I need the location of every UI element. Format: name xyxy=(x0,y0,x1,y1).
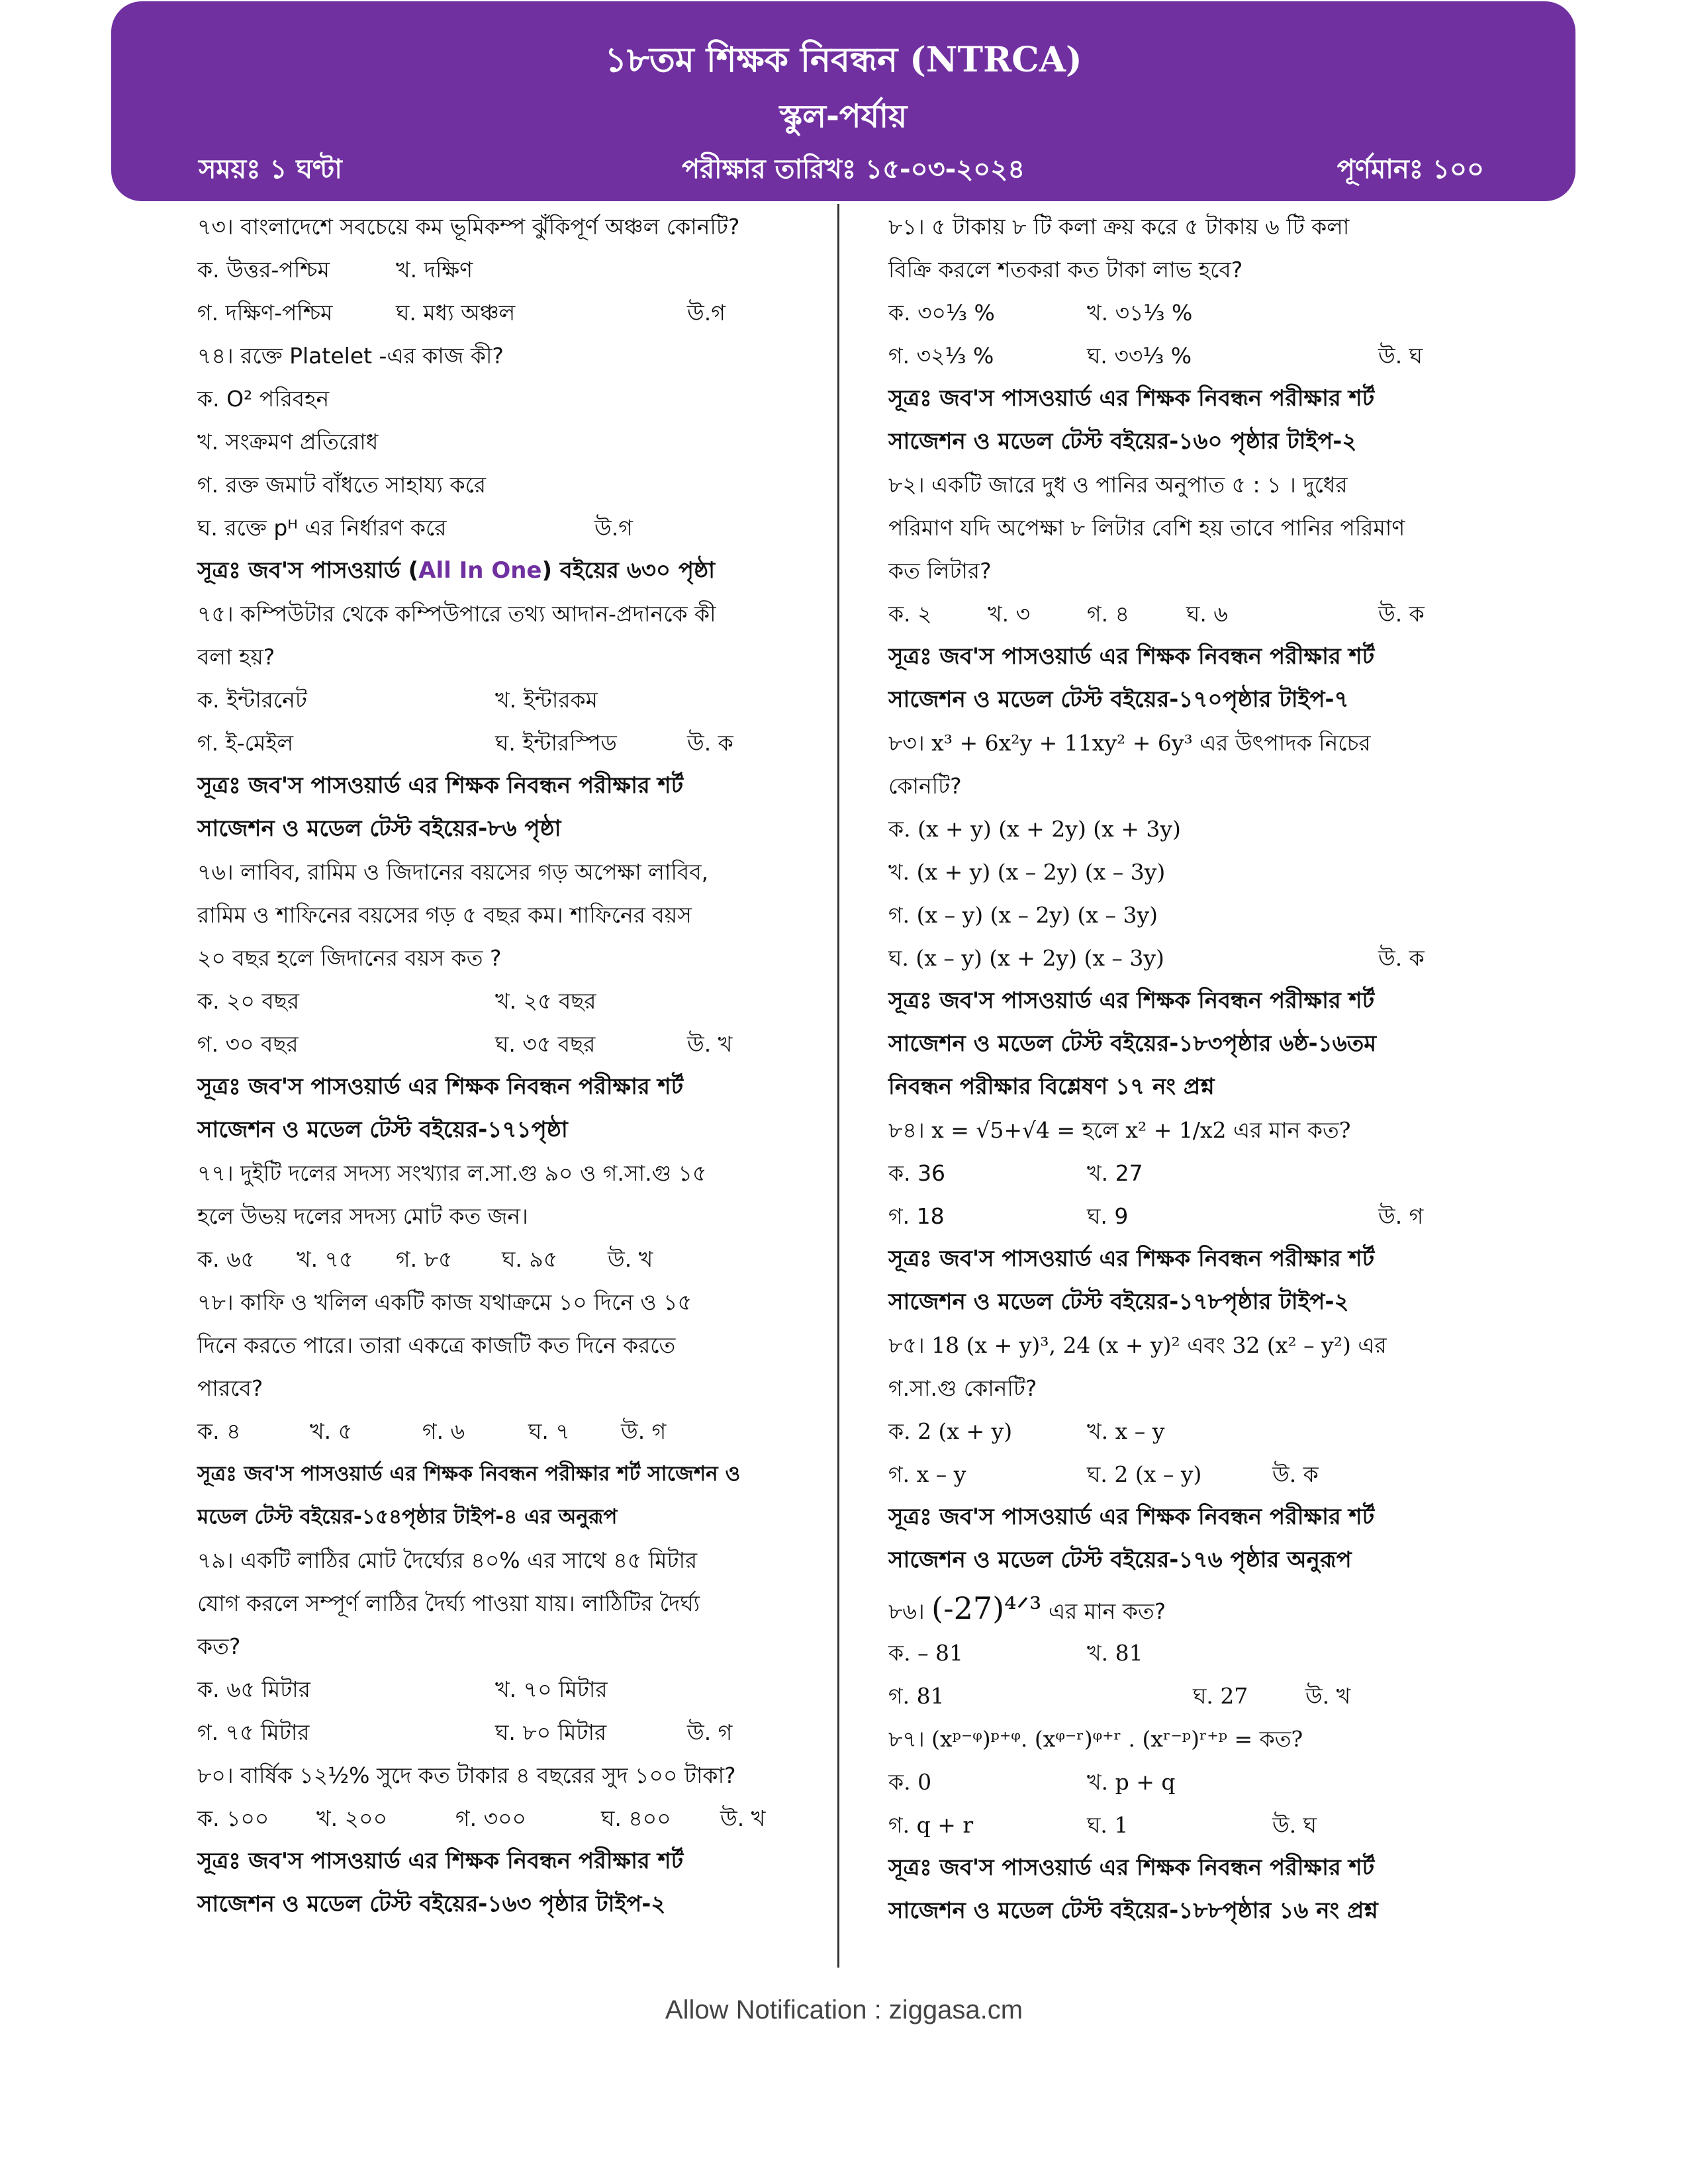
options-row xyxy=(888,1674,1504,1717)
option-b: খ. ২০০ xyxy=(316,1805,388,1831)
source-citation: সূত্রঃ জব'স পাসওয়ার্ড এর শিক্ষক নিবন্ধন পরীক্ষার শর্ট xyxy=(888,987,1375,1014)
question-78: ৭৮। কাফি ও খলিল একটি কাজ যথাক্রমে ১০ দিনে ও ১৫ xyxy=(197,1289,692,1315)
question-number: ৮৬। xyxy=(888,1598,925,1624)
option-a: ক. ২০ বছর xyxy=(197,988,299,1014)
option-a: ক. ২ xyxy=(888,601,932,627)
option-c: গ. ৪ xyxy=(1087,601,1130,627)
option-d: ঘ. ৪০০ xyxy=(601,1805,671,1831)
source-citation: সূত্রঃ জব'স পাসওয়ার্ড এর শিক্ষক নিবন্ধন পরীক্ষার শর্ট সাজেশন ও xyxy=(197,1462,741,1486)
option-a: ক. ৩০⅓ % xyxy=(888,300,995,326)
option-d: ঘ. ইন্টারস্পিড xyxy=(495,730,617,756)
options-row xyxy=(197,291,793,334)
option-b: খ. ৭৫ xyxy=(297,1246,353,1272)
answer: উ. খ xyxy=(608,1246,653,1272)
answer: উ. খ xyxy=(1305,1683,1351,1709)
footer-notice: Allow Notification : ziggasa.cm xyxy=(665,1995,1023,2025)
question-76: ৭৬। লাবিব, রামিম ও জিদানের বয়সের গড় অপেক্ষা লাবিব, xyxy=(197,859,709,885)
option-d: ঘ. মধ্য অঞ্চল xyxy=(396,300,516,326)
option-b: খ. দক্ষিণ xyxy=(396,257,473,283)
question-87: ৮৭। (xᵖ⁻ᵠ)ᵖ⁺ᵠ. (xᵠ⁻ʳ)ᵠ⁺ʳ . (xʳ⁻ᵖ)ʳ⁺ᵖ = কত? xyxy=(888,1726,1303,1752)
options-row xyxy=(197,1668,793,1711)
question-83: ৮৩। x³ + 6x²y + 11xy² + 6y³ এর উৎপাদক নিচের xyxy=(888,730,1371,756)
answer: উ. ক xyxy=(1272,1461,1319,1487)
answer: উ. গ xyxy=(687,1719,733,1745)
options-row xyxy=(888,1410,1504,1453)
exam-title: ১৮তম শিক্ষক নিবন্ধন (NTRCA) xyxy=(604,40,1082,80)
source-citation: সূত্রঃ জব'স পাসওয়ার্ড এর শিক্ষক নিবন্ধন পরীক্ষার শর্ট xyxy=(197,772,684,799)
question-82: ৮২। একটি জারে দুধ ও পানির অনুপাত ৫ : ১ । দুধের xyxy=(888,472,1348,498)
source-citation-cont: নিবন্ধন পরীক্ষার বিশ্লেষণ ১৭ নং প্রশ্ন xyxy=(888,1073,1215,1100)
options-row xyxy=(888,1631,1504,1674)
option-d: ঘ. 1 xyxy=(1087,1812,1129,1838)
source-citation-cont: সাজেশন ও মডেল টেস্ট বইয়ের-১৭১পৃষ্ঠা xyxy=(197,1116,568,1143)
options-row xyxy=(888,1760,1504,1803)
options-row xyxy=(888,592,1504,635)
answer: উ. ক xyxy=(687,730,733,756)
option-d: ঘ. 9 xyxy=(1087,1203,1129,1229)
source-citation: সূত্রঃ জব'স পাসওয়ার্ড এর শিক্ষক নিবন্ধন পরীক্ষার শর্ট xyxy=(888,1504,1375,1530)
option-a: ক. 2 (x + y) xyxy=(888,1418,1013,1444)
answer: উ. খ xyxy=(687,1031,733,1057)
option-b: খ. 27 xyxy=(1087,1160,1143,1186)
source-citation-cont: সাজেশন ও মডেল টেস্ট বইয়ের-১৮৮পৃষ্ঠার ১৬ নং প্রশ্ন xyxy=(888,1897,1378,1924)
question-77-cont: হলে উভয় দলের সদস্য মোট কত জন। xyxy=(197,1203,528,1229)
option-b: খ. ইন্টারকম xyxy=(495,687,598,713)
source-citation: সূত্রঃ জব'স পাসওয়ার্ড এর শিক্ষক নিবন্ধন পরীক্ষার শর্ট xyxy=(197,1073,684,1100)
source-citation: সূত্রঃ জব'স পাসওয়ার্ড এর শিক্ষক নিবন্ধন পরীক্ষার শর্ট xyxy=(888,1246,1375,1272)
question-text: এর মান কত? xyxy=(1049,1598,1166,1624)
option-b: খ. ৫ xyxy=(310,1418,353,1444)
source-citation-cont: সাজেশন ও মডেল টেস্ট বইয়ের-১৬৩ পৃষ্ঠার টাইপ-২ xyxy=(197,1891,666,1917)
options-row xyxy=(197,1238,793,1281)
option-a: ক. ১০০ xyxy=(197,1805,269,1831)
exam-date: পরীক্ষার তারিখঃ ১৫-০৩-২০২৪ xyxy=(682,154,1025,185)
answer: উ. খ xyxy=(720,1805,766,1831)
options-row xyxy=(888,1152,1504,1195)
exam-header xyxy=(111,1,1575,201)
options-row xyxy=(197,1410,793,1453)
option-d: ঘ. (x – y) (x + 2y) (x – 3y) xyxy=(888,945,1164,971)
option-c: গ. দক্ষিণ-পশ্চিম xyxy=(197,300,333,326)
answer: উ.গ xyxy=(594,515,633,541)
option-d: ঘ. ৯৫ xyxy=(502,1246,558,1272)
option-a: ক. (x + y) (x + 2y) (x + 3y) xyxy=(888,816,1181,842)
question-75-cont: বলা হয়? xyxy=(197,644,275,670)
question-79-cont: যোগ করলে সম্পূর্ণ লাঠির দৈর্ঘ্য পাওয়া যায়। লাঠিটির দৈর্ঘ্য xyxy=(197,1590,700,1616)
option-c: গ. রক্ত জমাট বাঁধতে সাহায্য করে xyxy=(197,472,486,498)
option-d: ঘ. ৩৩⅓ % xyxy=(1087,343,1192,369)
options-row xyxy=(197,721,793,764)
exam-marks: পূর্ণমানঃ ১০০ xyxy=(1336,154,1484,185)
option-c: গ. ৩০ বছর xyxy=(197,1031,299,1057)
option-d: ঘ. ৬ xyxy=(1186,601,1228,627)
source-citation: সূত্রঃ জব'স পাসওয়ার্ড এর শিক্ষক নিবন্ধন পরীক্ষার শর্ট xyxy=(888,1854,1375,1881)
source-citation-cont: সাজেশন ও মডেল টেস্ট বইয়ের-১৭০পৃষ্ঠার টাইপ-৭ xyxy=(888,686,1349,713)
question-78-cont: দিনে করতে পারে। তারা একত্রে কাজটি কত দিনে করতে xyxy=(197,1332,676,1358)
option-c: গ. 81 xyxy=(888,1683,945,1709)
right-column xyxy=(888,205,1504,1933)
question-74: ৭৪। রক্তে Platelet -এর কাজ কী? xyxy=(197,343,504,369)
options-row xyxy=(197,678,793,721)
answer: উ.গ xyxy=(687,300,726,326)
option-a: ক. ৬৫ xyxy=(197,1246,255,1272)
source-citation-cont: সাজেশন ও মডেল টেস্ট বইয়ের-১৭৬ পৃষ্ঠার অনুরূপ xyxy=(888,1547,1352,1573)
source-citation-cont: মডেল টেস্ট বইয়ের-১৫৪পৃষ্ঠার টাইপ-৪ এর অনুরূপ xyxy=(197,1505,618,1529)
option-c: গ. x – y xyxy=(888,1461,966,1487)
source-citation: সূত্রঃ জব'স পাসওয়ার্ড এর শিক্ষক নিবন্ধন পরীক্ষার শর্ট xyxy=(888,385,1375,412)
option-d: ঘ. রক্তে pᴴ এর নির্ধারণ করে xyxy=(197,515,447,541)
options-row xyxy=(888,334,1504,377)
option-b: খ. ৭০ মিটার xyxy=(495,1676,608,1702)
question-76-cont: রামিম ও শাফিনের বয়সের গড় ৫ বছর কম। শাফিনের বয়স xyxy=(197,902,692,928)
options-row xyxy=(197,1711,793,1754)
question-84: ৮৪। x = √5+√4 = হলে x² + 1/x2 এর মান কত? xyxy=(888,1117,1351,1143)
question-75: ৭৫। কম্পিউটার থেকে কম্পিউপারে তথ্য আদান-প্রদানকে কী xyxy=(197,601,716,627)
answer: উ. গ xyxy=(621,1418,667,1444)
answer: উ. গ xyxy=(1378,1203,1424,1229)
option-c: গ. q + r xyxy=(888,1812,974,1838)
options-row xyxy=(197,1023,793,1066)
options-row xyxy=(888,1453,1504,1496)
options-row xyxy=(197,248,793,291)
exam-time: সময়ঃ ১ ঘণ্টা xyxy=(199,154,342,185)
option-c: গ. ৮৫ xyxy=(396,1246,453,1272)
option-c: গ. (x – y) (x – 2y) (x – 3y) xyxy=(888,902,1158,928)
question-76-cont: ২০ বছর হলে জিদানের বয়স কত ? xyxy=(197,945,502,971)
exam-level: স্কুল-পর্যায় xyxy=(779,98,908,135)
option-a: ক. – 81 xyxy=(888,1640,964,1666)
question-82-cont: পরিমাণ যদি অপেক্ষা ৮ লিটার বেশি হয় তাবে পানির পরিমাণ xyxy=(888,515,1405,541)
question-85: ৮৫। 18 (x + y)³, 24 (x + y)² এবং 32 (x² – y²) এর xyxy=(888,1332,1387,1358)
source-citation: সূত্রঃ জব'স পাসওয়ার্ড এর শিক্ষক নিবন্ধন পরীক্ষার শর্ট xyxy=(888,643,1375,670)
option-a: ক. O² পরিবহন xyxy=(197,386,330,412)
question-79-cont: কত? xyxy=(197,1633,241,1659)
options-row xyxy=(197,506,793,549)
answer: উ. ক xyxy=(1378,601,1425,627)
option-a: ক. ৪ xyxy=(197,1418,241,1444)
option-b: খ. (x + y) (x – 2y) (x – 3y) xyxy=(888,859,1166,885)
option-b: খ. 81 xyxy=(1087,1640,1143,1666)
answer: উ. ক xyxy=(1378,945,1425,971)
option-c: গ. ৬ xyxy=(422,1418,465,1444)
question-78-cont: পারবে? xyxy=(197,1375,263,1401)
option-d: ঘ. ৮০ মিটার xyxy=(495,1719,607,1745)
options-row xyxy=(197,979,793,1023)
option-a: ক. ৬৫ মিটার xyxy=(197,1676,310,1702)
question-77: ৭৭। দুইটি দলের সদস্য সংখ্যার ল.সা.গু ৯০ ও গ.সা.গু ১৫ xyxy=(197,1160,707,1186)
math-expression: (-27)⁴ᐟ³ xyxy=(931,1590,1042,1626)
question-86 xyxy=(888,1582,1504,1631)
option-a: ক. ইন্টারনেট xyxy=(197,687,307,713)
answer: উ. ঘ xyxy=(1272,1812,1317,1838)
column-divider xyxy=(837,204,839,1968)
question-81: ৮১। ৫ টাকায় ৮ টি কলা ক্রয় করে ৫ টাকায় ৬ টি কলা xyxy=(888,214,1350,240)
option-b: খ. p + q xyxy=(1087,1769,1176,1795)
option-a: ক. 36 xyxy=(888,1160,946,1186)
option-d: ঘ. ৭ xyxy=(528,1418,570,1444)
options-row xyxy=(888,291,1504,334)
option-b: খ. ৩ xyxy=(988,601,1031,627)
source-citation-cont: সাজেশন ও মডেল টেস্ট বইয়ের-১৮৩পৃষ্ঠার ৬ষ্ঠ-১৬তম xyxy=(888,1030,1377,1057)
source-citation-cont: সাজেশন ও মডেল টেস্ট বইয়ের-১৬০ পৃষ্ঠার টাইপ-২ xyxy=(888,428,1357,455)
source-citation: সূত্রঃ জব'স পাসওয়ার্ড এর শিক্ষক নিবন্ধন পরীক্ষার শর্ট xyxy=(197,1848,684,1874)
source-citation-cont: সাজেশন ও মডেল টেস্ট বইয়ের-১৭৮পৃষ্ঠার টাইপ-২ xyxy=(888,1289,1349,1315)
question-83-cont: কোনটি? xyxy=(888,773,962,799)
option-d: ঘ. 2 (x – y) xyxy=(1087,1461,1202,1487)
option-b: খ. সংক্রমণ প্রতিরোধ xyxy=(197,429,379,455)
option-c: গ. 18 xyxy=(888,1203,945,1229)
option-b: খ. ২৫ বছর xyxy=(495,988,596,1014)
option-c: গ. ৩২⅓ % xyxy=(888,343,994,369)
question-73: ৭৩। বাংলাদেশে সবচেয়ে কম ভূমিকম্প ঝুঁকিপূর্ণ অঞ্চল কোনটি? xyxy=(197,214,740,240)
source-text: সূত্রঃ জব'স পাসওয়ার্ড ( xyxy=(197,557,419,584)
question-81-cont: বিক্রি করলে শতকরা কত টাকা লাভ হবে? xyxy=(888,257,1243,283)
left-column xyxy=(197,205,793,1926)
option-b: খ. x – y xyxy=(1087,1418,1165,1444)
option-a: ক. 0 xyxy=(888,1769,932,1795)
options-row xyxy=(197,1797,793,1840)
source-book-name: All In One xyxy=(418,557,542,584)
option-b: খ. ৩১⅓ % xyxy=(1087,300,1193,326)
option-d: ঘ. ৩৫ বছর xyxy=(495,1031,596,1057)
answer: উ. ঘ xyxy=(1378,343,1423,369)
source-text: ) বইয়ের ৬৩০ পৃষ্ঠা xyxy=(541,557,715,584)
option-d: ঘ. 27 xyxy=(1193,1683,1248,1709)
options-row xyxy=(888,1803,1504,1846)
option-c: গ. ৩০০ xyxy=(455,1805,526,1831)
source-citation-cont: সাজেশন ও মডেল টেস্ট বইয়ের-৮৬ পৃষ্ঠা xyxy=(197,815,561,842)
question-79: ৭৯। একটি লাঠির মোট দৈর্ঘ্যের ৪০% এর সাথে ৪৫ মিটার xyxy=(197,1547,698,1573)
options-row xyxy=(888,936,1504,979)
option-c: গ. ৭৫ মিটার xyxy=(197,1719,310,1745)
source-citation xyxy=(197,549,793,592)
option-a: ক. উত্তর-পশ্চিম xyxy=(197,257,330,283)
question-80: ৮০। বার্ষিক ১২½% সুদে কত টাকার ৪ বছরের সুদ ১০০ টাকা? xyxy=(197,1762,736,1788)
question-82-cont: কত লিটার? xyxy=(888,558,992,584)
question-85-cont: গ.সা.গু কোনটি? xyxy=(888,1375,1037,1401)
options-row xyxy=(888,1195,1504,1238)
option-c: গ. ই-মেইল xyxy=(197,730,294,756)
